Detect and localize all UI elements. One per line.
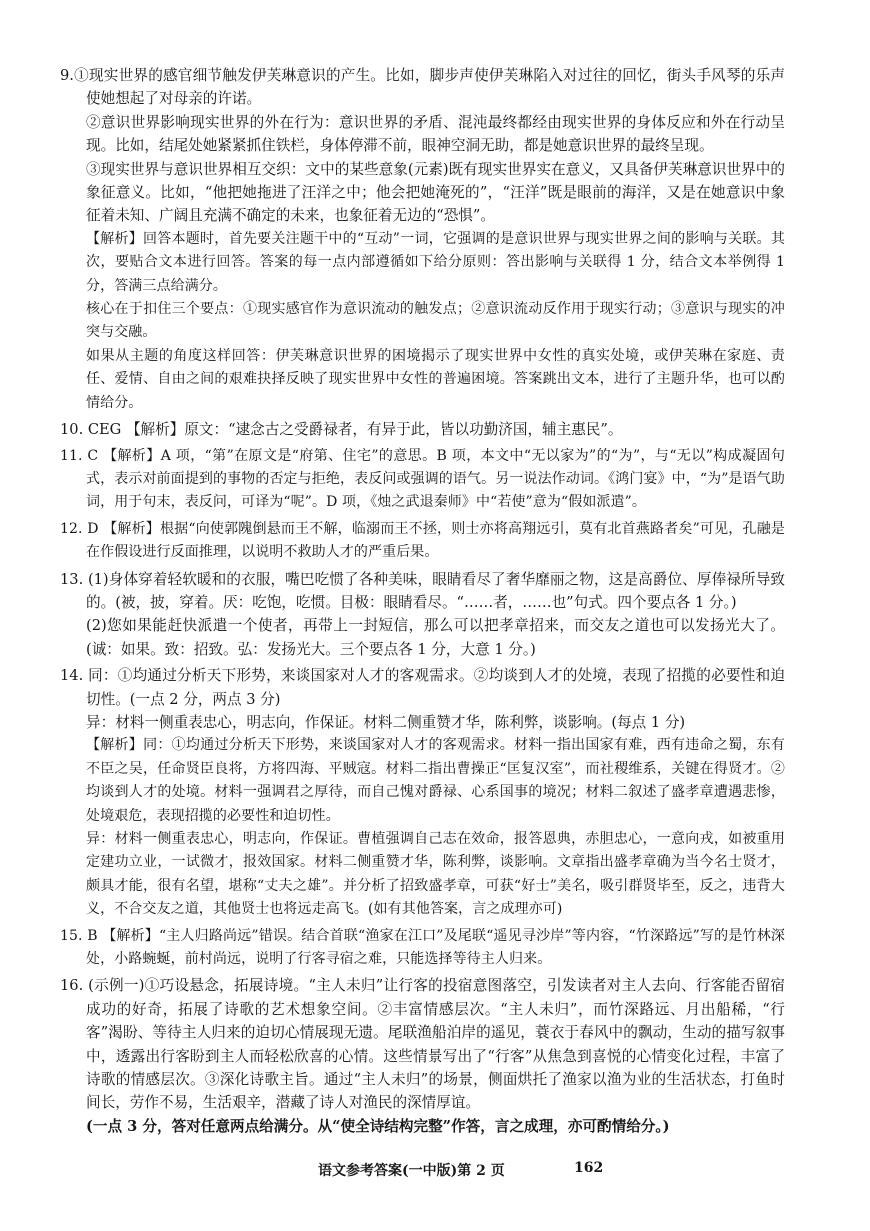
question-9 bbox=[60, 64, 785, 415]
question-11: 11. C 【解析】A 项，“第”在原文是“府第、住宅”的意思。B 项，本文中“无以家为”的“为”，与“无以”构成凝固句式，表示对前面提到的事物的否定与拒绝，表反问或强调的语气。另一说法作动词。《鸿门宴》中，“为”是语气助词，用于句末，表反问，可译为“呢”。D 项，《烛之武退秦师》中“若使”意为“假如派遣”。 bbox=[60, 447, 785, 511]
q9-analysis-theme: 如果从主题的角度这样回答：伊芙琳意识世界的困境揭示了现实世界中女性的真实处境，或伊芙琳在家庭、责任、爱情、自由之间的艰难抉择反映了现实世界中女性的普遍困境。答案跳出文本，进行了主题升华，也可以酌情给分。 bbox=[86, 347, 785, 411]
q9-analysis-key-points: 核心在于扣住三个要点：①现实感官作为意识流动的触发点；②意识流动反作用于现实行动；③意识与现实的冲突与交融。 bbox=[86, 301, 785, 341]
question-13 bbox=[60, 568, 785, 662]
question-16 bbox=[60, 974, 785, 1138]
question-10: 10. CEG 【解析】原文：“逮念古之受爵禄者，有异于此，皆以功勤济国，辅主惠民”。 bbox=[60, 421, 623, 439]
q13-translation-1: 13. (1)身体穿着轻软暖和的衣服，嘴巴吃惯了各种美味，眼睛看尽了奢华靡丽之物，这是高爵位、厚俸禄所导致的。(被，披，穿着。厌：吃饱，吃惯。目极：眼睛看尽。“……者，……也”句式。四个要点各 1 分。) bbox=[60, 570, 785, 611]
question-15: 15. B 【解析】“主人归路尚远”错误。结合首联“渔家在江口”及尾联“遥见寻沙岸”等内容，“竹深路远”写的是竹林深处，小路蜿蜒，前村尚远，说明了行客寻宿之难，只能选择等待主人归来。 bbox=[60, 927, 785, 968]
q14-differences: 异：材料一侧重表忠心，明志向，作保证。材料二侧重赞才华，陈利弊，谈影响。(每点 1 分) bbox=[86, 713, 686, 731]
footer-title: 语文参考答案(一中版)第 2 页 bbox=[318, 1163, 505, 1179]
q16-scoring-note: (一点 3 分，答对任意两点给满分。从“使全诗结构完整”作答，言之成理，亦可酌情给分。) bbox=[86, 1117, 670, 1135]
q9-point-1: 9.①现实世界的感官细节触发伊芙琳意识的产生。比如，脚步声使伊芙琳陷入对过往的回忆，街头手风琴的乐声使她想起了对母亲的许诺。 bbox=[60, 67, 785, 108]
q9-analysis: 【解析】回答本题时，首先要关注题干中的“互动”一词，它强调的是意识世界与现实世界之间的影响与关联。其次，要贴合文本进行回答。答案的每一点内部遵循如下给分原则：答出影响与关联得 1 分，结合文本举例得 1 分，答满三点给满分。 bbox=[86, 230, 785, 294]
q14-similarities: 14. 同：①均通过分析天下形势，来谈国家对人才的客观需求。②均谈到人才的处境，表现了招揽的必要性和迫切性。(一点 2 分，两点 3 分) bbox=[60, 667, 785, 708]
q13-translation-2: (2)您如果能赶快派遣一个使者，再带上一封短信，那么可以把孝章招来，而交友之道也可以发扬光大了。(诚：如果。致：招致。弘：发扬光大。三个要点各 1 分，大意 1 分。) bbox=[86, 617, 785, 658]
q9-point-3: ③现实世界与意识世界相互交织：文中的某些意象(元素)既有现实世界实在意义，又具备伊芙琳意识世界中的象征意义。比如，“他把她拖进了汪洋之中；他会把她淹死的”，“汪洋”既是眼前的海洋，又是在她意识中象征着未知、广阔且充满不确定的未来，也象征着无边的“恐惧”。 bbox=[86, 160, 785, 225]
q9-point-2: ②意识世界影响现实世界的外在行为：意识世界的矛盾、混沌最终都经由现实世界的身体反应和外在行动呈现。比如，结尾处她紧紧抓住铁栏，身体停滞不前，眼神空洞无助，都是她意识世界的最终呈现。 bbox=[86, 113, 785, 155]
answer-content bbox=[60, 64, 785, 1138]
page-number: 162 bbox=[574, 1160, 604, 1176]
q16-example-answer: 16. (示例一)①巧设悬念，拓展诗境。“主人未归”让行客的投宿意图落空，引发读者对主人去向、行客能否留宿成功的好奇，拓展了诗歌的艺术想象空间。②丰富情感层次。“主人未归”，而竹深路远、月出船稀，“行客”渴盼、等待主人归来的迫切心情展现无遗。尾联渔船泊岸的遥见，蓑衣于春风中的飘动，生动的描写叙事中，透露出行客盼到主人而轻松欣喜的心情。这些情景写出了“行客”从焦急到喜悦的心情变化过程，丰富了诗歌的情感层次。③深化诗歌主旨。通过“主人未归”的场景，侧面烘托了渔家以渔为业的生活状态，打鱼时间长，劳作不易，生活艰辛，潜藏了诗人对渔民的深情厚谊。 bbox=[60, 977, 785, 1112]
q14-analysis-differences: 异：材料一侧重表忠心，明志向，作保证。曹植强调自己志在效命，报答恩典，赤胆忠心，一意向戎，如被重用定建功立业，一试微才，报效国家。材料二侧重赞才华，陈利弊，谈影响。文章指出盛孝章确为当今名士贤才，颇具才能，很有名望，堪称“丈夫之雄”。并分析了招致盛孝章，可获“好士”美名，吸引群贤毕至，反之，违背大义，不合交友之道，其他贤士也将远走高飞。(如有其他答案，言之成理亦可) bbox=[86, 831, 785, 918]
question-14 bbox=[60, 664, 785, 921]
question-12: 12. D 【解析】根据“向使郭隗倒悬而王不解，临溺而王不拯，则士亦将高翔远引，莫有北首燕路者矣”可见，孔融是在作假设进行反面推理，以说明不救助人才的严重后果。 bbox=[60, 520, 785, 561]
q14-analysis-similarities: 【解析】同：①均通过分析天下形势，来谈国家对人才的客观需求。材料一指出国家有难，西有违命之蜀，东有不臣之吴，任命贤臣良将，方将四海、平贼寇。材料二指出曹操正“匡复汉室”，而社稷维系，关键在得贤才。②均谈到人才的处境。材料一强调君之厚待，而自己愧对爵禄、心系国事的境况；材料二叙述了盛孝章遭遇悲惨，处境艰危，表现招揽的必要性和迫切性。 bbox=[86, 737, 785, 824]
